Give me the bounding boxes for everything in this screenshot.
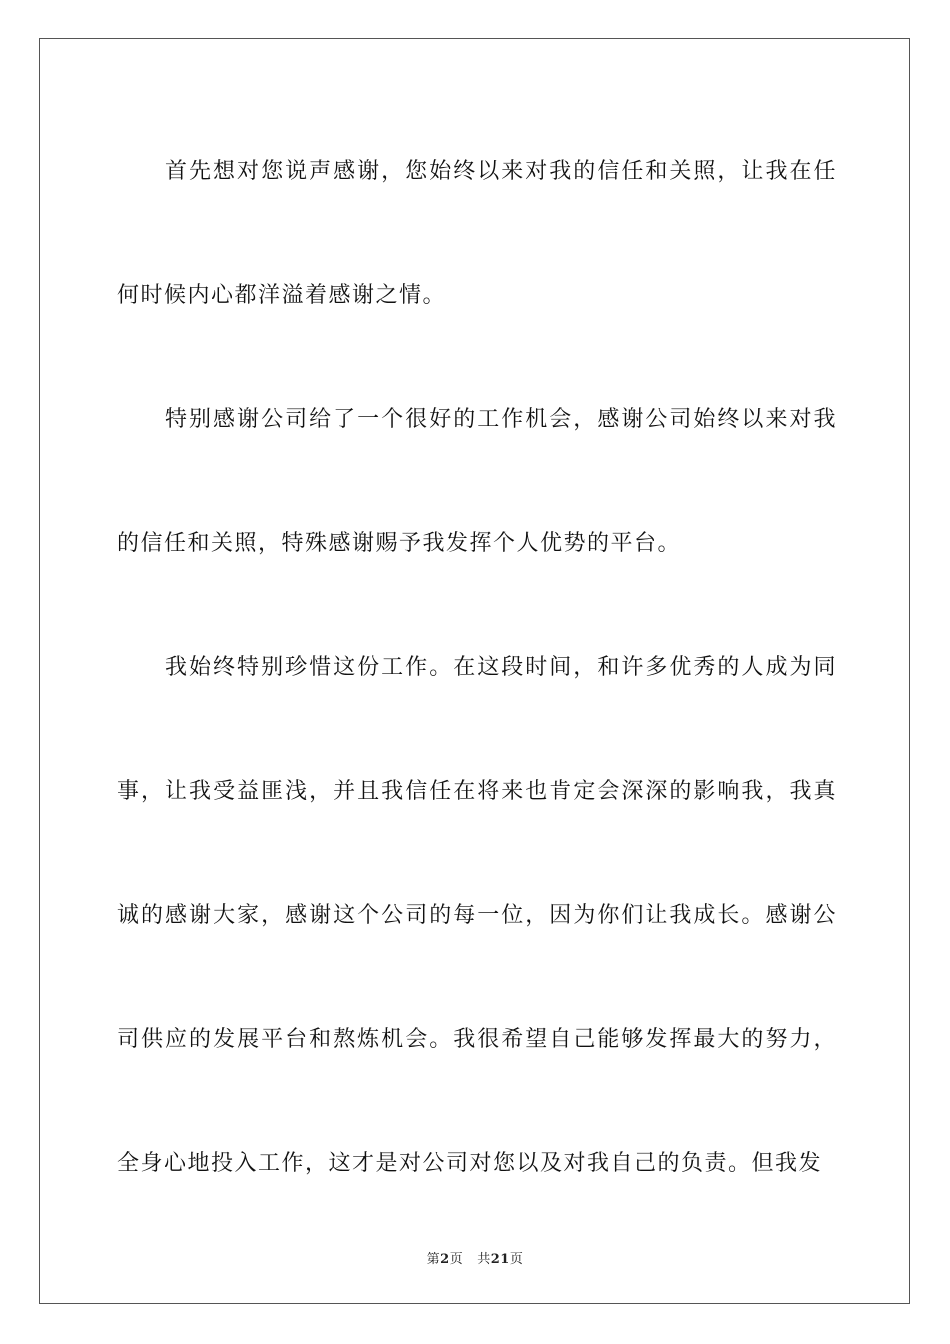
page-total: 共21页 <box>477 1252 524 1267</box>
page-footer <box>0 1248 950 1267</box>
paragraph-3: 我始终特别珍惜这份工作。在这段时间，和许多优秀的人成为同事，让我受益匪浅，并且我信任在将来也肯定会深深的影响我，我真诚的感谢大家，感谢这个公司的每一位，因为你们让我成长。感谢公司供应的发展平台和熬炼机会。我很希望自己能够发挥最大的努力，全身心地投入工作，这才是对公司对您以及对我自己的负责。但我发 <box>117 655 837 1176</box>
document-body <box>117 110 837 1226</box>
page-current: 2 <box>440 1252 450 1267</box>
paragraph-2: 特别感谢公司给了一个很好的工作机会，感谢公司始终以来对我的信任和关照，特殊感谢赐予我发挥个人优势的平台。 <box>117 407 837 556</box>
paragraph-1: 首先想对您说声感谢，您始终以来对我的信任和关照，让我在任何时候内心都洋溢着感谢之情。 <box>117 159 837 308</box>
page-number: 第2页 <box>426 1252 464 1267</box>
page-total-count: 21 <box>490 1252 510 1267</box>
